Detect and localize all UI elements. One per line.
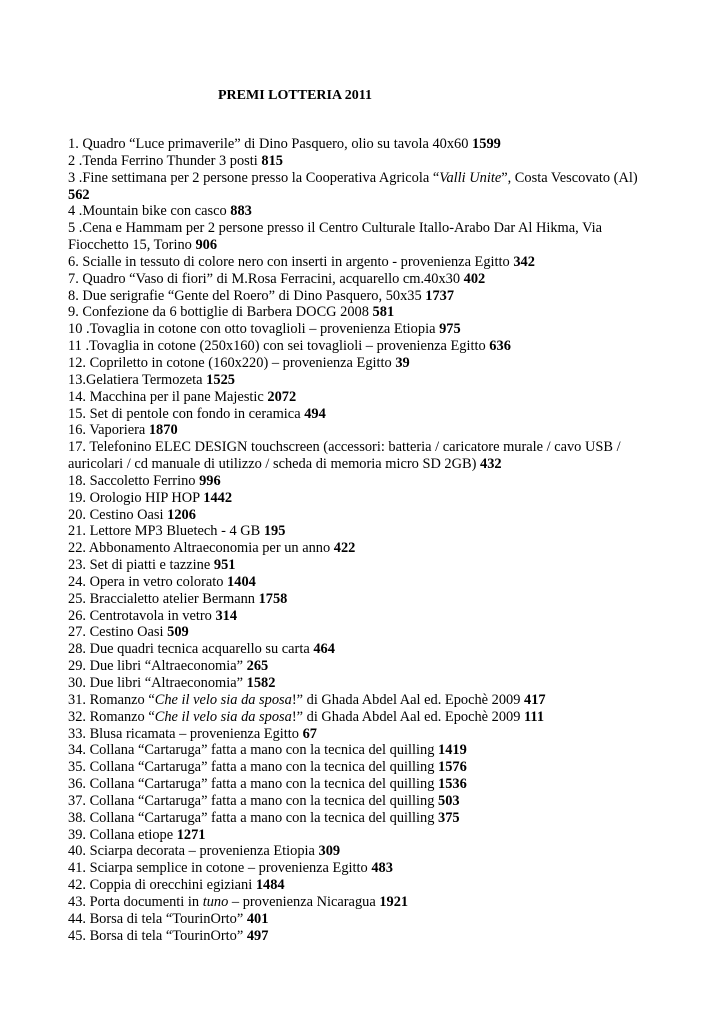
prize-text: 24. Opera in vetro colorato xyxy=(68,573,228,590)
prize-item xyxy=(68,540,658,557)
prize-text: 11 .Tovaglia in cotone (250x160) con sei tovaglioli – provenienza Egitto xyxy=(68,338,490,355)
prize-text: 25. Braccialetto atelier Bermann xyxy=(68,590,259,607)
prize-item xyxy=(68,389,658,406)
ticket-number: 483 xyxy=(371,860,393,877)
prize-italic-text: Che il velo sia da sposa xyxy=(154,691,292,708)
ticket-number: 562 xyxy=(68,186,90,203)
ticket-number: 1758 xyxy=(258,590,288,607)
ticket-number: 1271 xyxy=(176,826,206,843)
prize-item xyxy=(68,523,658,540)
ticket-number: 1599 xyxy=(472,136,501,152)
ticket-number: 497 xyxy=(246,927,269,944)
ticket-number: 195 xyxy=(263,523,286,540)
ticket-number: 1484 xyxy=(255,877,285,894)
prize-item xyxy=(68,624,658,641)
prize-text: !” di Ghada Abdel Aal ed. Epochè 2009 xyxy=(291,708,525,725)
ticket-number: 815 xyxy=(261,152,283,169)
prize-italic-text: Che il velo sia da sposa xyxy=(154,708,292,725)
prize-text: 29. Due libri “Altraeconomia” xyxy=(68,658,247,675)
prize-text: 15. Set di pentole con fondo in ceramica xyxy=(68,405,305,422)
prize-text: 43. Porta documenti in xyxy=(68,893,203,910)
prize-text: 12. Copriletto in cotone (160x220) – provenienza Egitto xyxy=(68,354,396,371)
ticket-number: 906 xyxy=(195,237,218,254)
prize-item xyxy=(68,203,658,220)
prize-text: 33. Blusa ricamata – provenienza Egitto xyxy=(68,725,303,742)
ticket-number: 464 xyxy=(313,641,335,658)
prize-text: 34. Collana “Cartaruga” fatta a mano con la tecnica del quilling xyxy=(68,742,439,759)
prize-text: 18. Saccoletto Ferrino xyxy=(68,472,200,489)
prize-text: 19. Orologio HIP HOP xyxy=(68,489,204,506)
prize-item xyxy=(68,406,658,423)
prize-item xyxy=(68,776,658,793)
ticket-number: 402 xyxy=(463,270,486,287)
prize-italic-text: tuno xyxy=(202,893,229,910)
prize-text: 38. Collana “Cartaruga” fatta a mano con la tecnica del quilling xyxy=(68,809,439,826)
prize-item xyxy=(68,338,658,355)
prize-item xyxy=(68,894,658,911)
ticket-number: 1576 xyxy=(438,759,467,776)
prize-text: 37. Collana “Cartaruga” fatta a mano con la tecnica del quilling xyxy=(68,792,439,809)
prize-text: 3 .Fine settimana per 2 persone presso la Cooperativa Agricola “ xyxy=(68,169,440,186)
prize-item xyxy=(68,793,658,810)
prize-item xyxy=(68,759,658,776)
prize-text: 21. Lettore MP3 Bluetech - 4 GB xyxy=(68,523,264,540)
prize-text: 42. Coppia di orecchini egiziani xyxy=(68,877,256,894)
prize-text: 14. Macchina per il pane Majestic xyxy=(68,388,268,405)
ticket-number: 309 xyxy=(318,843,341,860)
prize-item xyxy=(68,574,658,591)
prize-item xyxy=(68,439,658,473)
prize-item xyxy=(68,288,658,305)
prize-item xyxy=(68,254,658,271)
prize-text: 44. Borsa di tela “TourinOrto” xyxy=(68,910,247,927)
prize-text: 23. Set di piatti e tazzine xyxy=(68,557,214,574)
prize-item xyxy=(68,928,658,945)
prize-text: 10 .Tovaglia in cotone con otto tovaglioli – provenienza Etiopia xyxy=(68,321,440,338)
prize-text: 40. Sciarpa decorata – provenienza Etiopia xyxy=(68,843,319,860)
prize-item xyxy=(68,742,658,759)
prize-item xyxy=(68,355,658,372)
prize-text: 1. Quadro “Luce primaverile” di Dino Pasquero, olio su tavola 40x60 xyxy=(68,136,473,152)
prize-item xyxy=(68,170,658,204)
prize-item xyxy=(68,136,658,153)
prize-item xyxy=(68,557,658,574)
prize-item xyxy=(68,321,658,338)
prize-item xyxy=(68,726,658,743)
ticket-number: 432 xyxy=(480,456,502,473)
ticket-number: 1525 xyxy=(206,371,235,388)
ticket-number: 494 xyxy=(304,405,326,422)
prize-item xyxy=(68,675,658,692)
ticket-number: 883 xyxy=(230,203,252,220)
prize-text: 9. Confezione da 6 bottiglie di Barbera DOCG 2008 xyxy=(68,304,373,321)
prize-text: 45. Borsa di tela “TourinOrto” xyxy=(68,927,247,944)
prize-item xyxy=(68,304,658,321)
ticket-number: 636 xyxy=(489,338,511,355)
prize-text: 28. Due quadri tecnica acquarello su carta xyxy=(68,641,314,658)
prize-text: 39. Collana etiope xyxy=(68,826,177,843)
ticket-number: 375 xyxy=(438,809,460,826)
ticket-number: 67 xyxy=(302,725,317,742)
ticket-number: 111 xyxy=(524,708,545,725)
ticket-number: 314 xyxy=(215,607,238,624)
ticket-number: 1404 xyxy=(227,573,256,590)
ticket-number: 2072 xyxy=(267,388,297,405)
ticket-number: 1442 xyxy=(203,489,233,506)
prize-item xyxy=(68,658,658,675)
ticket-number: 509 xyxy=(167,624,189,641)
ticket-number: 422 xyxy=(333,540,356,557)
prize-text: 7. Quadro “Vaso di fiori” di M.Rosa Ferracini, acquarello cm.40x30 xyxy=(68,270,464,287)
prize-item xyxy=(68,422,658,439)
prize-text: 5 .Cena e Hammam per 2 persone presso il Centro Culturale Itallo-Arabo Dar Al Hikma, Via Fiocchetto 15, Torino xyxy=(68,220,602,254)
prize-text: 16. Vaporiera xyxy=(68,422,149,439)
prize-item xyxy=(68,271,658,288)
prize-text: 30. Due libri “Altraeconomia” xyxy=(68,675,247,691)
prize-item xyxy=(68,860,658,877)
prize-item xyxy=(68,591,658,608)
prize-text: – provenienza Nicaragua xyxy=(228,893,380,910)
prize-text: 22. Abbonamento Altraeconomia per un anno xyxy=(68,540,334,557)
prize-item xyxy=(68,490,658,507)
prize-text: 31. Romanzo “ xyxy=(68,691,155,708)
prize-item xyxy=(68,641,658,658)
document-title: PREMI LOTTERIA 2011 xyxy=(218,88,373,103)
ticket-number: 1419 xyxy=(438,742,467,759)
prize-item xyxy=(68,692,658,709)
prize-item xyxy=(68,473,658,490)
prize-text: ”, Costa Vescovato (Al) xyxy=(501,169,638,186)
prize-text: 17. Telefonino ELEC DESIGN touchscreen (accessori: batteria / caricatore murale / cavo USB / auricolari / cd manuale di utilizzo / scheda di memoria micro SD 2GB) xyxy=(68,439,621,473)
prize-text: 6. Scialle in tessuto di colore nero con inserti in argento - provenienza Egitto xyxy=(68,253,514,270)
prize-item xyxy=(68,843,658,860)
prize-text: 13.Gelatiera Termozeta xyxy=(68,371,207,388)
ticket-number: 951 xyxy=(213,557,236,574)
prize-item xyxy=(68,372,658,389)
prize-text: 32. Romanzo “ xyxy=(68,708,155,725)
prize-item xyxy=(68,608,658,625)
prize-list xyxy=(68,136,658,945)
ticket-number: 342 xyxy=(513,253,535,270)
prize-text: 41. Sciarpa semplice in cotone – provenienza Egitto xyxy=(68,860,372,877)
ticket-number: 1206 xyxy=(167,506,196,523)
prize-text: 8. Due serigrafie “Gente del Roero” di Dino Pasquero, 50x35 xyxy=(68,287,426,304)
prize-italic-text: Valli Unite xyxy=(439,169,502,186)
prize-item xyxy=(68,827,658,844)
prize-text: 36. Collana “Cartaruga” fatta a mano con la tecnica del quilling xyxy=(68,776,439,793)
prize-text: 35. Collana “Cartaruga” fatta a mano con la tecnica del quilling xyxy=(68,759,439,776)
prize-item xyxy=(68,709,658,726)
ticket-number: 996 xyxy=(199,472,221,489)
prize-item xyxy=(68,507,658,524)
ticket-number: 1737 xyxy=(425,287,455,304)
prize-text: 2 .Tenda Ferrino Thunder 3 posti xyxy=(68,152,262,169)
ticket-number: 401 xyxy=(246,910,269,927)
ticket-number: 1921 xyxy=(379,893,409,910)
ticket-number: 503 xyxy=(438,792,460,809)
ticket-number: 265 xyxy=(246,658,269,675)
prize-item xyxy=(68,911,658,928)
ticket-number: 417 xyxy=(524,691,546,708)
prize-item xyxy=(68,153,658,170)
ticket-number: 1582 xyxy=(246,675,276,691)
prize-item xyxy=(68,877,658,894)
prize-text: 4 .Mountain bike con casco xyxy=(68,203,231,220)
ticket-number: 39 xyxy=(395,354,410,371)
ticket-number: 975 xyxy=(439,321,461,338)
prize-text: !” di Ghada Abdel Aal ed. Epochè 2009 xyxy=(291,691,525,708)
prize-text: 26. Centrotavola in vetro xyxy=(68,607,216,624)
ticket-number: 581 xyxy=(372,304,395,321)
ticket-number: 1536 xyxy=(438,776,467,793)
prize-item xyxy=(68,220,658,254)
prize-text: 27. Cestino Oasi xyxy=(68,624,168,641)
prize-text: 20. Cestino Oasi xyxy=(68,506,168,523)
prize-item xyxy=(68,810,658,827)
ticket-number: 1870 xyxy=(148,422,178,439)
